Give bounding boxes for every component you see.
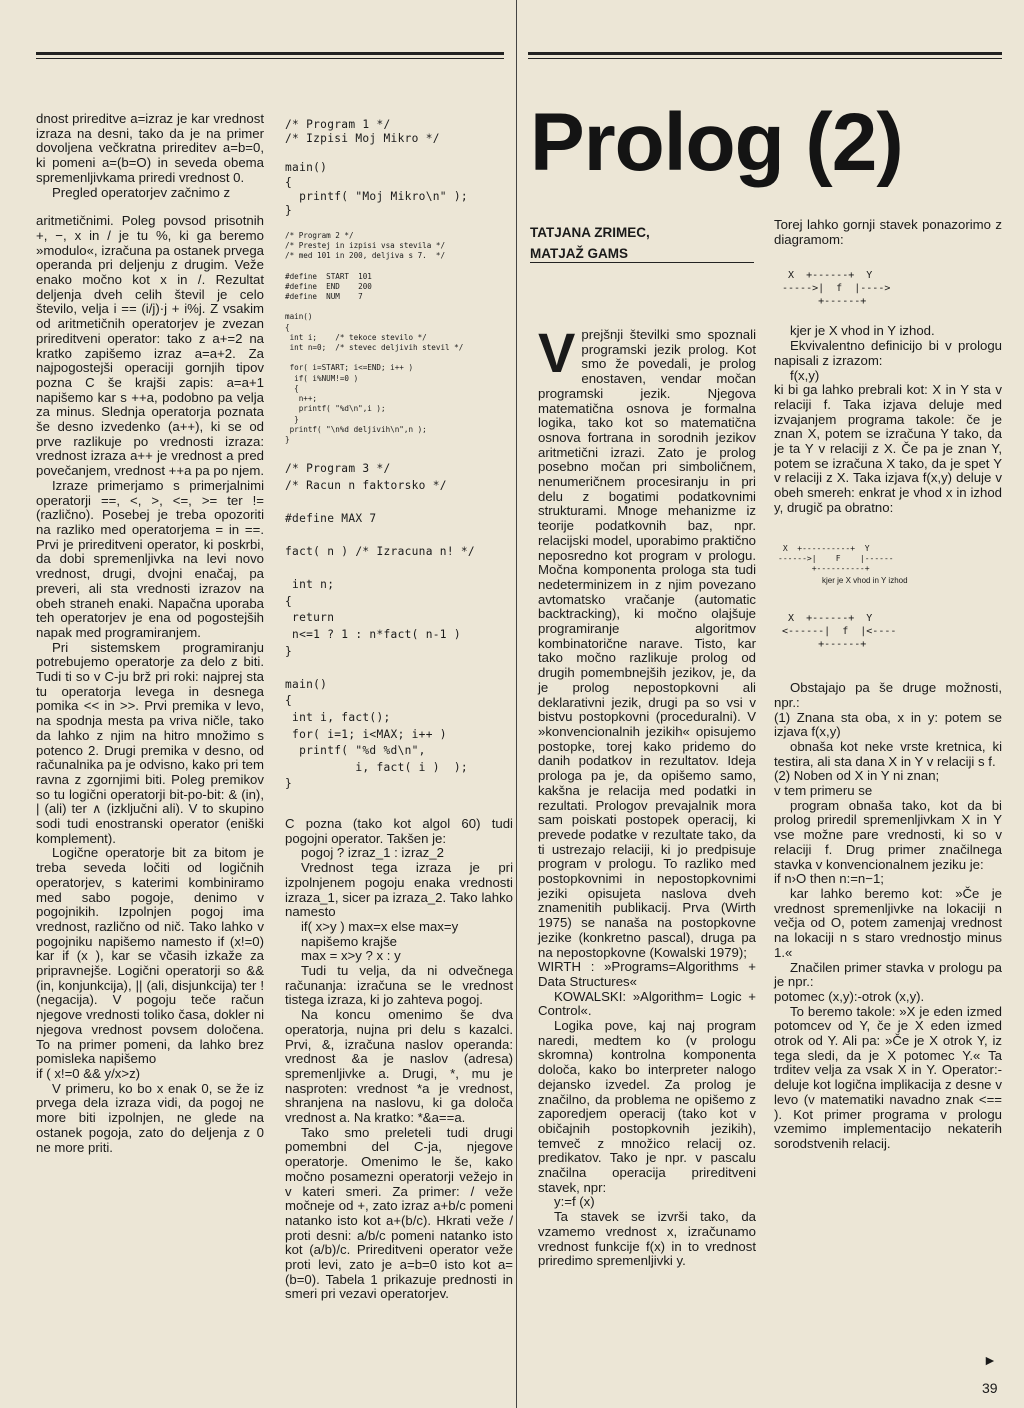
col4-para-12: if n›O then n:=n−1; (774, 871, 884, 887)
col1-para-2: Pregled operatorjev začnimo z (52, 184, 231, 200)
article-authors (530, 222, 650, 264)
col3-para-2: WIRTH : »Programs=Algorithms + Data Structures« (538, 959, 756, 989)
col1-code-line: if ( x!=0 && y/x>z) (36, 1066, 141, 1081)
col2-para-8: Na koncu omenimo še dva operatorja, nujna pri delu s kazalci. Prvi, &, izračuna naslov operanda: vrednost &a je naslov (adresa) spremenljivke a. Drugi, *, mu je nasproten: vrednost *a je vrednost, shranjena na naslovu, ki ga določa vrednost a. Na kratko: *&a==a. (285, 1007, 513, 1126)
col3-para-3: KOWALSKI: »Algorithm= Logic + Control«. (538, 988, 756, 1019)
diagram-2: X +----------+ Y ------>| F |------ +----------+ (778, 543, 894, 573)
col1-para-5: Pri sistemskem programiranju potrebujemo operatorje za delo z biti. Tudi ti so v C-ju brž pri roki: najprej sta tu operatorja levega in desnega pomika << in >>. Prvi premika v levo, na spodnja mesta pa vriva ničle, tako da lahko z njim na hitro množimo s potenco 2. Drugi premika v desno, od računalnika pa je odvisno, kako pri tem ravna z zgornjimi biti. Poleg premikov so tu logični operatorji bit-po-bit: & (in), | (ali) ter ∧ (izključni ali). V to skupino sodi tudi enostranski operator (eniški komplement). (36, 639, 264, 846)
diagram-2-caption: kjer je X vhod in Y izhod (822, 576, 908, 586)
author-underline (530, 262, 754, 263)
col4-para-6: Obstajajo pa še druge možnosti, npr.: (774, 680, 1002, 710)
col1-para-6: Logične operatorje bit za bitom je treba seveda ločiti od logičnih operatorjev, s katerimi kombiniramo med sabo pogoje, denimo v pogojnikih. Izpolnjen pogoj ima vrednost, različno od nič. Tako lahko v pogojniku napišemo namesto if (x!=0) kar if (x ), kar se včasih izkaže za pripravnejše. Logični operatorji so && (in, konjunkcija), || (ali, disjunkcija) ter ! (negacija). V pogoju teče račun njegove vrednosti toliko časa, dokler ni njegova vrednost povsem določena. To na primer pomeni, da lahko brez pomisleka napišemo (36, 845, 264, 1067)
continue-arrow-icon: ► (983, 1352, 997, 1368)
col4-para-8: obnaša kot neke vrste kretnica, ki testira, ali sta dana X in Y v relaciji s f. (774, 738, 1002, 769)
col3-para-4: Logika pove, kaj naj program naredi, medtem ko (v prologu skromna) kontrolna komponenta določa, kako bo interpreter nalogo dejansko izvedel. Za prolog je značilno, da problema ne opišemo z zaporedjem operacij (tako kot v običajnih postopkovnih jezikih), temveč z množico relacij oz. predikatov. Tako je npr. v pascalu značilna operacija prireditveni stavek, npr: (538, 1018, 756, 1195)
col2-para-4: if( x>y ) max=x else max=y (301, 918, 459, 934)
col4-para-15: potomec (x,y):-otrok (x,y). (774, 988, 925, 1004)
col4-para-16: To beremo takole: »X je eden izmed potomcev od Y, če je X eden izmed otrok od Y. Ali pa: »Če je X otrok Y, iz tega sledi, da je X potomec Y.« Ta trditev velja za vsak X in Y. Operator:- deluje kot logična implikacija z desne v levo (v matematiki navadno znak <== ). Kot primer programa v prologu vzemimo implementacijo nekaterih sorodstvenih relacij. (774, 1003, 1002, 1151)
drop-cap-v: V (538, 321, 576, 384)
col2-para-6: max = x>y ? x : y (301, 948, 401, 964)
col2-para-5: napišemo krajše (301, 933, 398, 949)
col4-para-4: f(x,y) (790, 367, 820, 383)
col4-para-14: Značilen primer stavka v prologu pa je npr.: (774, 959, 1002, 990)
page-number: 39 (982, 1380, 998, 1396)
col2-para-3: Vrednost tega izraza je pri izpolnjenem pogoju enaka vrednosti izraza_1, sicer pa izraza_2. Tako lahko namesto (285, 860, 513, 920)
col1-para-3: aritmetičnimi. Poleg povsod prisotnih +, −, x in / je tu %, ki ga beremo »modulo«, izračuna pa ostanek prvega operanda pri deljenju z drugim. Veže enako močno kot x in /. Rezultat deljenja dveh celih števil je celo število, velja i == (i/j)·j + i%j. Z vsakim od aritmetičnih operatorjev je zvezan prireditveni operator: tako z a+=2 na kratko zapišemo izraz a=a+2. Za najpogostejši operaciji gornjih tipov pozna C še krajši zapis: a=a+1 napišemo kar s ++a, podobno pa velja za minus. Slednja operatorja poznata še desno izvedenko (a++), ki se od prve razlikuje po vrednosti izraza: vrednost izraza a++ je vrednost a pred povečanjem, vrednost ++a pa po njem. (36, 213, 264, 479)
diagram-1: X +------+ Y ----->| f |----> +------+ (782, 270, 891, 308)
article-title: Prolog (2) (530, 97, 903, 188)
column-2 (285, 118, 513, 1302)
top-rule-right (528, 52, 1002, 55)
col4-para-3: Ekvivalentno definicijo bi v prologu napisali z izrazom: (774, 338, 1002, 368)
col3-para-1: Vprejšnji številki smo spoznali programski jezik prolog. Kot smo že povedali, je prolog enostaven, vendar močan programski jezik. Njegova matematična osnova je formalna logika, tako kot so matematična osnova fortrana in sorodnih jezikov aritmetični izrazi. Zato je prolog posebno močan pri simboličnem, nenumeričnem procesiranju in pri delu z bogatimi podatkovnimi strukturami. Mnoge mehanizme iz teorije podatkovnih baz, npr. relacijski model, uporabimo praktično neposredno kot program v prologu. Močna komponenta prologa sta tudi nedeterminizem in z njim povezano avtomatsko vračanje (automatic backtracking), ki močno olajšuje programiranje algoritmov kombinatorične narave. Tisto, kar tako močno razlikuje prolog od drugih pomembnejših jezikov, je, da je prolog nepostopkovni ali deklarativni jezik, drugi pa so vsi v bistvu postopkovni (proceduralni). V »konvencionalnih jezikih« opisujemo postopke, torej kako pridemo do danih podatkov in rezultatov. Ideja prologa pa je, da opišemo samo, kakšna je relacija med podatki in rezultati. Prologov prevajalnik mora sam poiskati postopek operacij, ki prevede podatke v rezultate tako, da ti ustrezajo relaciji, ki jo predpisuje program v prologu. To razliko med postopkovnimi in nepostopkovnimi jeziki opisujeta naslova dveh znamenitih publikacij. Prva (Wirth 1975) se nanaša na postopkovne jezike (konkretno pascal), druga pa na nepostopkovne (Kowalski 1979); (538, 321, 756, 960)
col1-para-1: dnost prireditve a=izraz je kar vrednost izraza na desni, tako da je na primer dovoljena večkratna prireditev a=b=0, ki pomeni a=(b=O) in seveda obema spremenljivkama priredi vrednost 0. (36, 111, 264, 185)
col4-para-2: kjer je X vhod in Y izhod. (790, 323, 935, 339)
top-rule-right-thin (528, 58, 1002, 59)
page-fold-line (516, 0, 517, 1408)
col4-para-9: (2) Noben od X in Y ni znan; (774, 768, 940, 784)
col4-para-1: Torej lahko gornji stavek ponazorimo z diagramom: (774, 217, 1002, 247)
col2-para-9: Tako smo preleteli tudi drugi pomembni del C-ja, njegove operatorje. Omenimo le še, kako močno posamezni operatorji vežejo in v kateri smeri. Za primer: / veže močneje od +, zato izraz a+b/c pomeni natanko isto kot a+(b/c). Hkrati veže / proti desni: a/b/c pomeni natanko isto kot (a/b)/c. Prireditveni operator veže proti levi, zato je a=b=0 isto kot a=(b=0). Tabela 1 prikazuje prednosti in smeri pri vezavi operatorjev. (285, 1124, 513, 1302)
col1-para-4: Izraze primerjamo s primerjalnimi operatorji ==, <, >, <=, >= ter != (različno). Posebej je treba opozoriti na razliko med operatorjema = in ==. Prvi je prireditveni operator, ki poskrbi, da dobi spremenljivka na levi novo vrednost, drugi, dvojni enačaj, pa preveri, ali sta vrednosti izrazov na obeh straneh enaki. Napačna uporaba teh operatorjev je ena od pogostejših napak med programiranjem. (36, 477, 264, 640)
col3-para-6: Ta stavek se izvrši tako, da vzamemo vrednost x, izračunamo vrednost funkcije f(x) in to vrednost priredimo spremenljivki y. (538, 1209, 756, 1269)
column-3 (538, 321, 756, 1269)
col1-para-7: V primeru, ko bo x enak 0, se že iz prvega dela izraza vidi, da pogoj ne more biti izpolnjen, ne glede na ostanek pogoja, zato do deljenja z 0 ne more priti. (36, 1080, 264, 1155)
column-1 (36, 112, 264, 1155)
col4-para-11: program obnaša tako, kot da bi prolog priredil spremenljivkam X in Y vse možne pare vrednosti, ki so v relaciji f. Drug primer značilnega stavka v konvencionalnem jeziku je: (774, 797, 1002, 872)
code-program-1: /* Program 1 */ /* Izpisi Moj Mikro */ main() { printf( "Moj Mikro\n" ); } (285, 118, 468, 218)
col4-para-13: kar lahko beremo kot: »Če je vrednost spremenljivke na lokaciji n večja od O, potem zamenjaj vrednost na lokaciji n s staro vrednostjo minus 1.« (774, 886, 1002, 960)
author-1: TATJANA ZRIMEC, (530, 225, 650, 240)
col4-para-5: ki bi ga lahko prebrali kot: X in Y sta v relaciji f. Taka izjava deluje med izvajanjem programa takole: če je znan X, potem se izračuna Y tako, da je ta Y v relaciji z X. Če pa je znan Y, potem se izračuna X tako, da je spet Y v relaciji z X. Taka izjava f(x,y) deluje v obeh smereh: enkrat je vhod x in izhod y, drugič pa obratno: (774, 382, 1002, 515)
col4-para-10: v tem primeru se (774, 783, 873, 799)
col2-para-1: C pozna (tako kot algol 60) tudi pogojni operator. Takšen je: (285, 815, 513, 846)
diagram-3: X +------+ Y <------| f |<---- +------+ (782, 613, 897, 651)
col4-para-7: (1) Znana sta oba, x in y: potem se izjava f(x,y) (774, 709, 1002, 740)
top-rule-left (36, 52, 504, 55)
author-2: MATJAŽ GAMS (530, 246, 628, 261)
column-4 (774, 218, 1002, 1152)
code-program-2: /* Program 2 */ /* Prestej in izpisi vsa stevila */ /* med 101 in 200, deljiva s 7. */ #define START 101 #define END 200 #define NUM 7 main() { int i; /* tekoce stevilo */ int n=0; /* stevec deljivih stevil */ for( i=START; i<=END; i++ ) if( i%NUM!=0 ) { n++; printf( "%d\n",i ); } printf( "\n%d deljivih\n",n ); } (285, 230, 464, 444)
top-rule-left-thin (36, 58, 504, 59)
code-program-3: /* Program 3 */ /* Racun n faktorsko */ #define MAX 7 fact( n ) /* Izracuna n! */ int n; { return n<=1 ? 1 : n*fact( n-1 ) } main() { int i, fact(); for( i=1; i<MAX; i++ ) printf( "%d %d\n", i, fact( i ) ); } (285, 462, 475, 791)
col3-para-5: y:=f (x) (554, 1194, 595, 1210)
col2-para-7: Tudi tu velja, da ni odvečnega računanja: izračuna se le vrednost tistega izraza, ki jo zahteva pogoj. (285, 963, 513, 1008)
col2-para-2: pogoj ? izraz_1 : izraz_2 (301, 845, 444, 861)
